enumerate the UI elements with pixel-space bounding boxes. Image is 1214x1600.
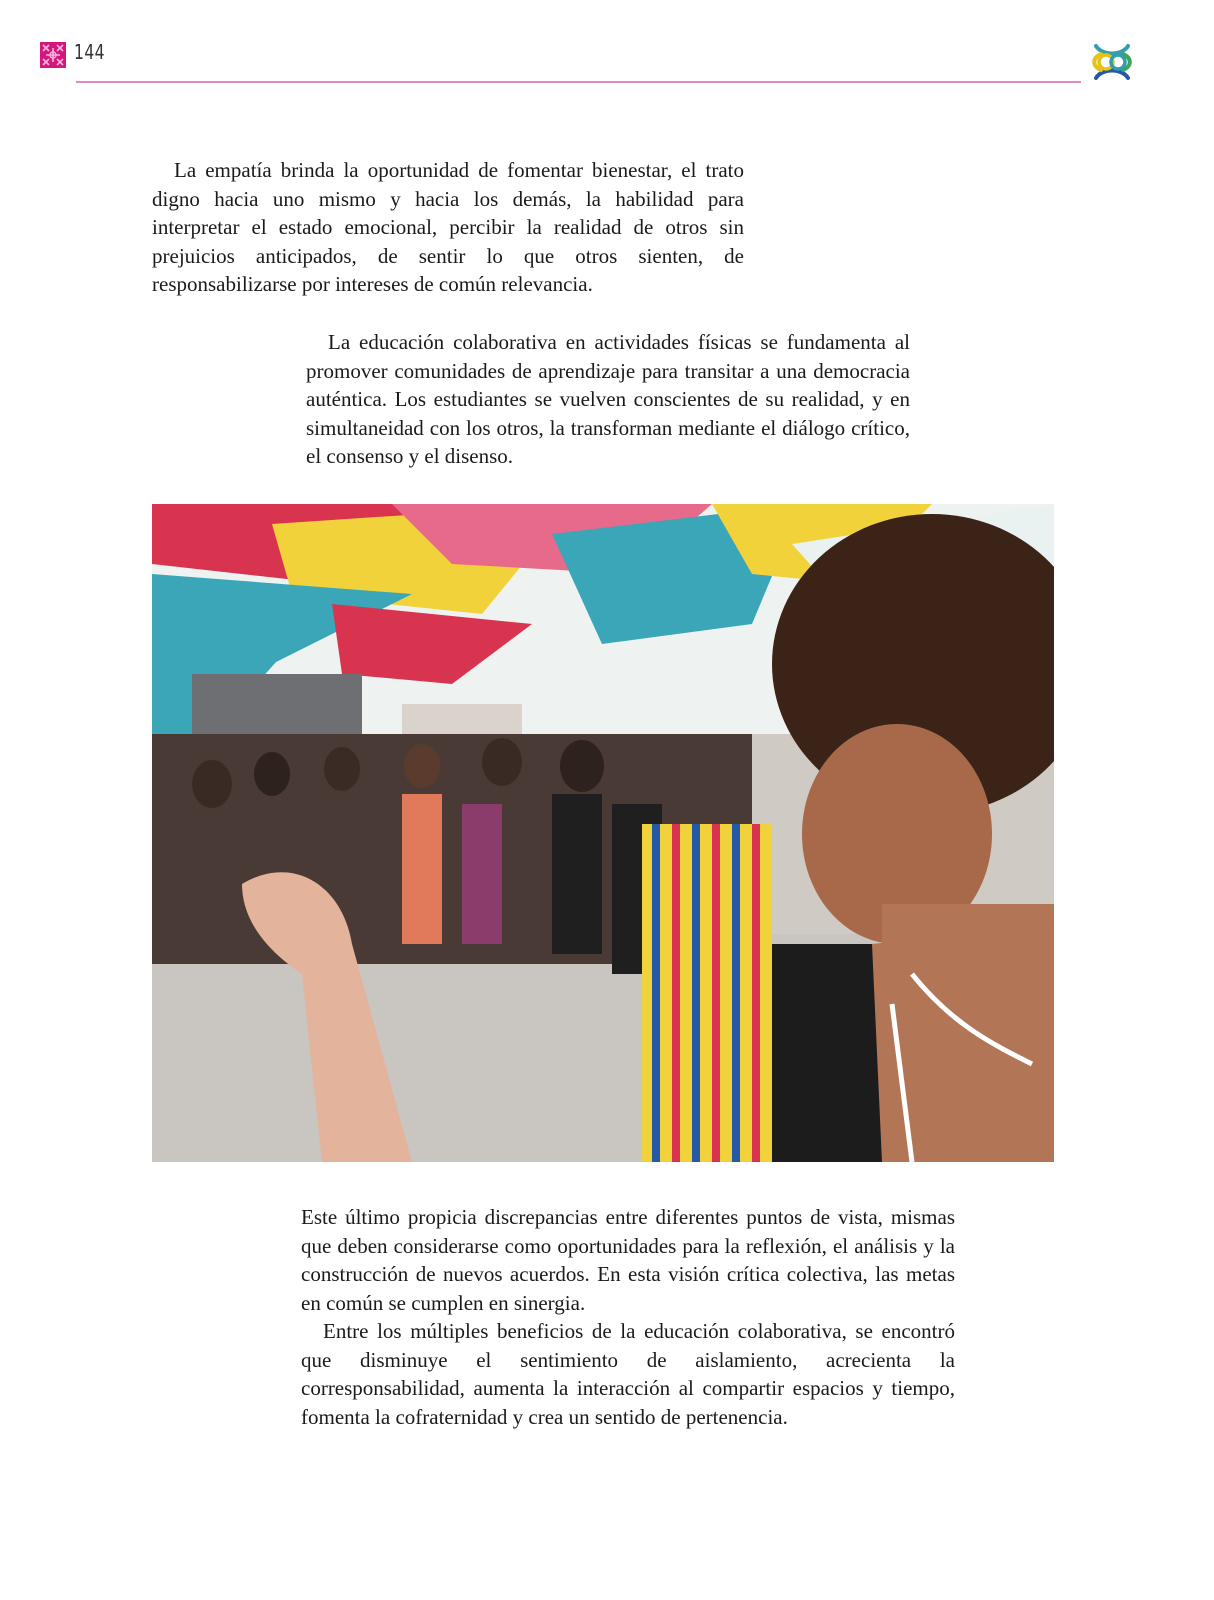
interlaced-rings-logo-icon bbox=[1088, 38, 1136, 86]
header-rule bbox=[76, 81, 1081, 83]
paragraph-text: La empatía brinda la oportunidad de fomentar bienestar, el trato digno hacia uno mismo y hacia los demás, la habilidad para interpretar el estado emocional, percibir la realidad de otros sin prejuicios anticipados, de sentir lo que otros sienten, de responsabilizarse por intereses de común relevancia. bbox=[152, 158, 744, 296]
dance-group-photo bbox=[152, 504, 1054, 1162]
page-header bbox=[0, 0, 1214, 100]
paragraph-empathy bbox=[152, 156, 744, 299]
photo-illustration bbox=[152, 504, 1054, 1162]
paragraph-text: La educación colaborativa en actividades físicas se fundamenta al promover comunidades de aprendizaje para transitar a una democracia auténtica. Los estudiantes se vuelven conscientes de su realidad, y en simultaneidad con los otros, la transforman mediante el diálogo crítico, el consenso y el disenso. bbox=[306, 330, 910, 468]
paragraph-benefits bbox=[301, 1203, 955, 1431]
paragraph-collaborative-education bbox=[306, 328, 910, 471]
paragraph-text: Entre los múltiples beneficios de la educación colaborativa, se encontró que disminuye el sentimiento de aislamiento, acrecienta la corresponsabilidad, aumenta la interacción al compartir espacios y tiempo, fomenta la cofraternidad y crea un sentido de pertenencia. bbox=[301, 1319, 955, 1429]
pink-pattern-icon bbox=[40, 42, 66, 68]
paragraph-text: Este último propicia discrepancias entre diferentes puntos de vista, mismas que deben considerarse como oportunidades para la reflexión, el análisis y la construcción de nuevos acuerdos. En esta visión crítica colectiva, las metas en común se cumplen en sinergia. bbox=[301, 1205, 955, 1315]
page-number: 144 bbox=[74, 40, 105, 64]
